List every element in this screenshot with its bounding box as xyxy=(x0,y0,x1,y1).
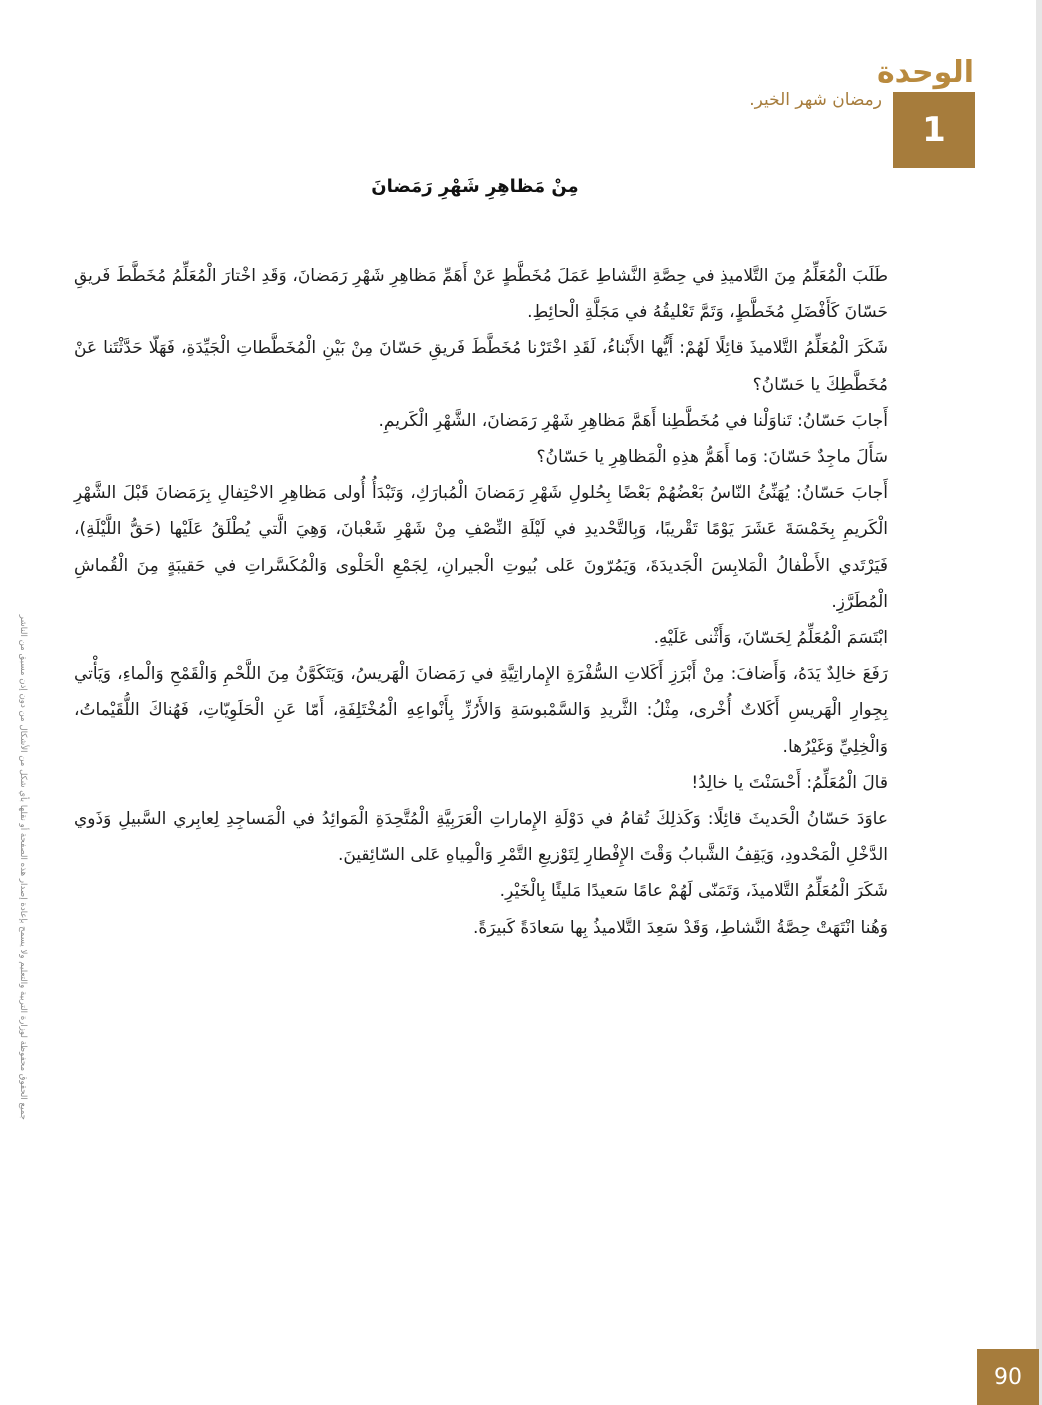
story-paragraph: طَلَبَ الْمُعَلِّمُ مِنَ التَّلاميذِ في حِصَّةِ النَّشاطِ عَمَلَ مُخَطَّطٍ عَنْ أَهَمِّ مَظاهِرِ شَهْرِ رَمَضانَ، وَقَدِ اخْتارَ الْمُعَلِّمُ مُخَطَّطَ فَريقِ حَسّانَ كَأَفْضَلِ مُخَطَّطٍ، وَتَمَّ تَعْليقُهُ في مَجَلَّةِ الْحائِطِ. xyxy=(74,266,888,323)
story-paragraph: عاوَدَ حَسّانُ الْحَديثَ قائِلًا: وَكَذلِكَ تُقامُ في دَوْلَةِ الإِماراتِ الْعَرَبِيَّةِ الْمُتَّحِدَةِ الْمَوائِدُ في الْمَساجِدِ لِعابِري السَّبيلِ وَذَوي الدَّخْلِ الْمَحْدودِ، وَيَقِفُ الشَّبابُ وَقْتَ الإِفْطارِ لِتَوْزيعِ التَّمْرِ وَالْمِياهِ عَلى السّائِقينَ. xyxy=(74,809,888,866)
unit-label: الوحدة xyxy=(876,55,974,90)
story-paragraph: أَجابَ حَسّانُ: يُهَنِّئُ النّاسُ بَعْضُهُمْ بَعْضًا بِحُلولِ شَهْرِ رَمَضانَ الْمُبارَكِ، وَتَبْدَأُ أُولى مَظاهِرِ الاحْتِفالِ بِرَمَضانَ قَبْلَ الشَّهْرِ الْكَريمِ بِخَمْسَةَ عَشَرَ يَوْمًا تَقْريبًا، وَبِالتَّحْديدِ في لَيْلَةِ النِّصْفِ مِنْ شَهْرِ شَعْبانَ، وَهِيَ الَّتي يُطْلَقُ عَلَيْها (حَقُّ اللَّيْلَةِ)، فَيَرْتَدي الأَطْفالُ الْمَلابِسَ الْجَديدَةَ، وَيَمُرّونَ عَلى بُيوتِ الْجيرانِ، لِجَمْعِ الْحَلْوى وَالْمُكَسَّراتِ في حَقيبَةٍ مِنَ الْقُماشِ الْمُطَرَّزِ. xyxy=(74,483,888,612)
story-paragraph: شَكَرَ الْمُعَلِّمُ التَّلاميذَ قائِلًا لَهُمْ: أَيُّها الأَبْناءُ، لَقَدِ اخْتَرْنا مُخَطَّطَ فَريقِ حَسّانَ مِنْ بَيْنِ الْمُخَطَّطاتِ الْجَيِّدَةِ، فَهَلّا حَدَّثْتَنا عَنْ مُخَطَّطِكَ يا حَسّانُ؟ xyxy=(74,338,888,395)
story-paragraph: قالَ الْمُعَلِّمُ: أَحْسَنْتَ يا خالِدُ! xyxy=(691,772,888,793)
copyright-sidebar xyxy=(8,320,36,1120)
story-paragraph: أَجابَ حَسّانُ: تَناوَلْنا في مُخَطَّطِنا أَهَمَّ مَظاهِرِ شَهْرِ رَمَضانَ، الشَّهْرِ الْكَريمِ. xyxy=(378,410,888,431)
copyright-note: جميع الحقوق محفوظة لوزارة التربية والتعليم ولا يسمح بإعادة إصدار هذه الصفحة أو نقلها بأي شكل من الأشكال من دون إذن مسبق من الناشر xyxy=(18,614,28,1120)
story-paragraph: رَفَعَ خالِدٌ يَدَهُ، وَأَضافَ: مِنْ أَبْرَزِ أَكَلاتِ السُّفْرَةِ الإِماراتِيَّةِ في رَمَضانَ الْهَريسُ، وَيَتَكَوَّنُ مِنَ اللَّحْمِ وَالْقَمْحِ وَالْماءِ، وَيَأْتي بِجِوارِ الْهَريسِ أَكَلاتٌ أُخْرى، مِثْلُ: الثَّريدِ وَالسَّمْبوسَةِ وَالأَرُزِّ بِأَنْواعِهِ الْمُخْتَلِفَةِ، أَمّا عَنِ الْحَلَوِيّاتِ، فَهُناكَ اللُّقَيْماتُ، وَالْخِلِيِّ وَغَيْرُها. xyxy=(74,664,888,757)
story-paragraph: وَهُنا انْتَهَتْ حِصَّةُ النَّشاطِ، وَقَدْ سَعِدَ التَّلاميذُ بِها سَعادَةً كَبيرَةً. xyxy=(472,917,888,938)
page-edge xyxy=(1036,0,1042,1405)
story-text xyxy=(74,258,888,946)
story-paragraph: شَكَرَ الْمُعَلِّمُ التَّلاميذَ، وَتَمَنّى لَهُمْ عامًا سَعيدًا مَليئًا بِالْخَيْرِ. xyxy=(499,881,888,902)
unit-subtitle: رمضان شهر الخير. xyxy=(749,90,882,110)
page-number-badge xyxy=(977,1349,1039,1405)
page-number: 90 xyxy=(994,1364,1022,1390)
unit-number: 1 xyxy=(922,110,946,150)
unit-number-badge xyxy=(893,92,975,168)
lesson-title: مِنْ مَظاهِرِ شَهْرِ رَمَضانَ xyxy=(371,176,579,197)
story-paragraph: سَأَلَ ماجِدٌ حَسّانَ: وَما أَهَمُّ هذِهِ الْمَظاهِرِ يا حَسّانُ؟ xyxy=(536,447,888,468)
story-paragraph: ابْتَسَمَ الْمُعَلِّمُ لِحَسّانَ، وَأَثْنى عَلَيْهِ. xyxy=(653,628,888,649)
